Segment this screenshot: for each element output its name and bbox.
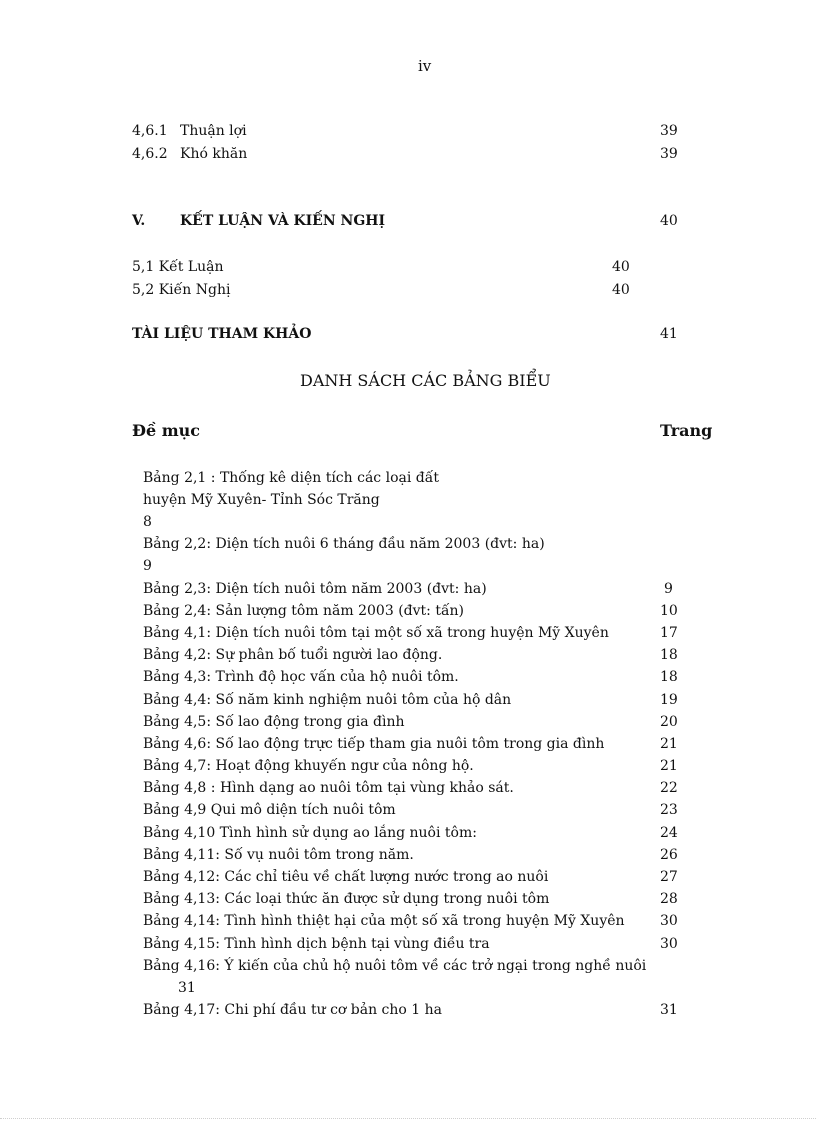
chapter-number: V.	[132, 213, 146, 229]
list-of-tables-title: DANH SÁCH CÁC BẢNG BIỂU	[300, 371, 551, 390]
table-entry-page: 27	[660, 869, 678, 885]
table-entry-page: 21	[660, 736, 678, 752]
chapter-page: 40	[660, 213, 678, 229]
toc-entry-label: Thuận lợi	[180, 123, 247, 139]
toc-entry-page: 40	[612, 282, 630, 298]
table-entry-label: Bảng 4,11: Số vụ nuôi tôm trong năm.	[143, 847, 414, 863]
table-entry-label: Bảng 4,4: Số năm kinh nghiệm nuôi tôm của hộ dân	[143, 692, 512, 708]
table-entry-page: 9	[143, 558, 152, 574]
table-entry-page: 10	[660, 603, 678, 619]
toc-entry-label: 5,2 Kiến Nghị	[132, 282, 231, 298]
table-entry-label: Bảng 4,13: Các loại thức ăn được sử dụng trong nuôi tôm	[143, 891, 550, 907]
table-entry-page: 31	[660, 1002, 678, 1018]
table-entry-page: 19	[660, 692, 678, 708]
table-entry-label: Bảng 4,10 Tình hình sử dụng ao lắng nuôi tôm:	[143, 825, 477, 841]
table-entry-label: Bảng 4,14: Tình hình thiệt hại của một số xã trong huyện Mỹ Xuyên	[143, 913, 625, 929]
table-entry-label: Bảng 4,16: Ý kiến của chủ hộ nuôi tôm về các trở ngại trong nghề nuôi	[143, 958, 647, 974]
table-entry-page: 9	[664, 581, 673, 597]
table-entry-label: Bảng 4,1: Diện tích nuôi tôm tại một số xã trong huyện Mỹ Xuyên	[143, 625, 609, 641]
table-entry-page: 18	[660, 669, 678, 685]
table-entry-label: Bảng 4,5: Số lao động trong gia đình	[143, 714, 405, 730]
references-page: 41	[660, 326, 678, 342]
table-entry-label: Bảng 4,3: Trình độ học vấn của hộ nuôi tôm.	[143, 669, 459, 685]
table-entry-page: 24	[660, 825, 678, 841]
table-entry-label: Bảng 4,15: Tình hình dịch bệnh tại vùng điều tra	[143, 936, 490, 952]
column-header-page: Trang	[660, 421, 713, 440]
table-entry-page: 28	[660, 891, 678, 907]
table-entry-label: Bảng 4,7: Hoạt động khuyến ngư của nông hộ.	[143, 758, 474, 774]
toc-entry-label: Khó khăn	[180, 146, 248, 162]
chapter-title: KẾT LUẬN VÀ KIẾN NGHỊ	[180, 213, 386, 229]
table-entry-page: 31	[178, 980, 196, 996]
page-number: iv	[418, 57, 432, 75]
table-entry-page: 26	[660, 847, 678, 863]
toc-entry-number: 4,6.1	[132, 123, 168, 139]
table-entry-page: 18	[660, 647, 678, 663]
table-entry-page: 21	[660, 758, 678, 774]
table-entry-page: 22	[660, 780, 678, 796]
table-entry-page: 30	[660, 913, 678, 929]
table-entry-label: Bảng 4,17: Chi phí đầu tư cơ bản cho 1 ha	[143, 1002, 443, 1018]
table-entry-label: Bảng 2,4: Sản lượng tôm năm 2003 (đvt: tấn)	[143, 603, 465, 619]
page-bottom-divider	[0, 1118, 816, 1119]
table-entry-page: 20	[660, 714, 678, 730]
table-entry-label: Bảng 4,6: Số lao động trực tiếp tham gia nuôi tôm trong gia đình	[143, 736, 605, 752]
column-header-section: Đề mục	[132, 421, 201, 440]
table-entry-label: Bảng 2,2: Diện tích nuôi 6 tháng đầu năm 2003 (đvt: ha)	[143, 536, 545, 552]
table-entry-label: Bảng 4,2: Sự phân bố tuổi người lao động.	[143, 647, 443, 663]
references-title: TÀI LIỆU THAM KHẢO	[132, 326, 312, 342]
table-entry-page: 8	[143, 514, 152, 530]
table-entry-label: Bảng 4,8 : Hình dạng ao nuôi tôm tại vùng khảo sát.	[143, 780, 514, 796]
toc-entry-page: 39	[660, 146, 678, 162]
table-entry-label: Bảng 4,12: Các chỉ tiêu về chất lượng nước trong ao nuôi	[143, 869, 549, 885]
toc-entry-number: 4,6.2	[132, 146, 168, 162]
table-entry-page: 17	[660, 625, 678, 641]
table-entry-label-cont: huyện Mỹ Xuyên- Tỉnh Sóc Trăng	[143, 492, 380, 508]
toc-entry-label: 5,1 Kết Luận	[132, 259, 224, 275]
toc-entry-page: 39	[660, 123, 678, 139]
table-entry-label: Bảng 2,3: Diện tích nuôi tôm năm 2003 (đvt: ha)	[143, 581, 487, 597]
toc-entry-page: 40	[612, 259, 630, 275]
table-entry-page: 30	[660, 936, 678, 952]
table-entry-label: Bảng 4,9 Qui mô diện tích nuôi tôm	[143, 802, 396, 818]
table-entry-page: 23	[660, 802, 678, 818]
table-entry-label: Bảng 2,1 : Thống kê diện tích các loại đất	[143, 470, 439, 486]
